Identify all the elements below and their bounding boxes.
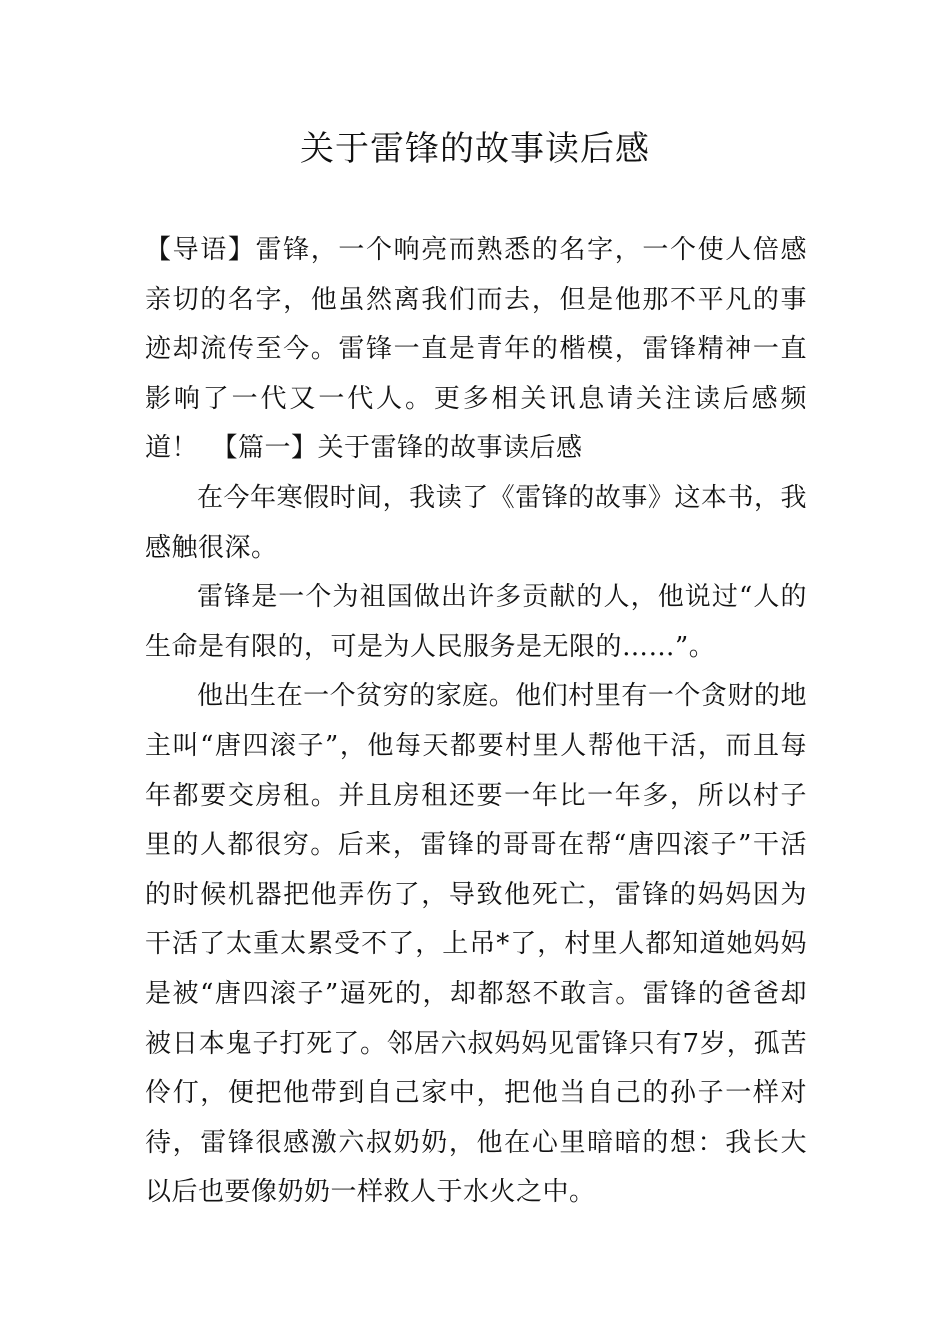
- document-body: [145, 226, 807, 1218]
- body-paragraph-3: 他出生在一个贫穷的家庭。他们村里有一个贪财的地主叫“唐四滚子”，他每天都要村里人帮他干活，而且每年都要交房租。并且房租还要一年比一年多，所以村子里的人都很穷。后来，雷锋的哥哥在帮“唐四滚子”干活的时候机器把他弄伤了，导致他死亡，雷锋的妈妈因为干活了太重太累受不了，上吊*了，村里人都知道她妈妈是被“唐四滚子”逼死的，却都怒不敢言。雷锋的爸爸却被日本鬼子打死了。邻居六叔妈妈见雷锋只有7岁，孤苦伶仃，便把他带到自己家中，把他当自己的孙子一样对待，雷锋很感激六叔奶奶，他在心里暗暗的想：我长大以后也要像奶奶一样救人于水火之中。: [145, 681, 807, 1208]
- body-paragraph-2: 雷锋是一个为祖国做出许多贡献的人，他说过“人的生命是有限的，可是为人民服务是无限的……”。: [145, 582, 807, 662]
- document-title: 关于雷锋的故事读后感: [300, 129, 650, 169]
- body-paragraph-1: 在今年寒假时间，我读了《雷锋的故事》这本书，我感触很深。: [145, 482, 807, 563]
- intro-paragraph: 【导语】雷锋，一个响亮而熟悉的名字，一个使人倍感亲切的名字，他虽然离我们而去，但是他那不平凡的事迹却流传至今。雷锋一直是青年的楷模，雷锋精神一直影响了一代又一代人。更多相关讯息请关注读后感频道！ 【篇一】关于雷锋的故事读后感: [145, 235, 807, 464]
